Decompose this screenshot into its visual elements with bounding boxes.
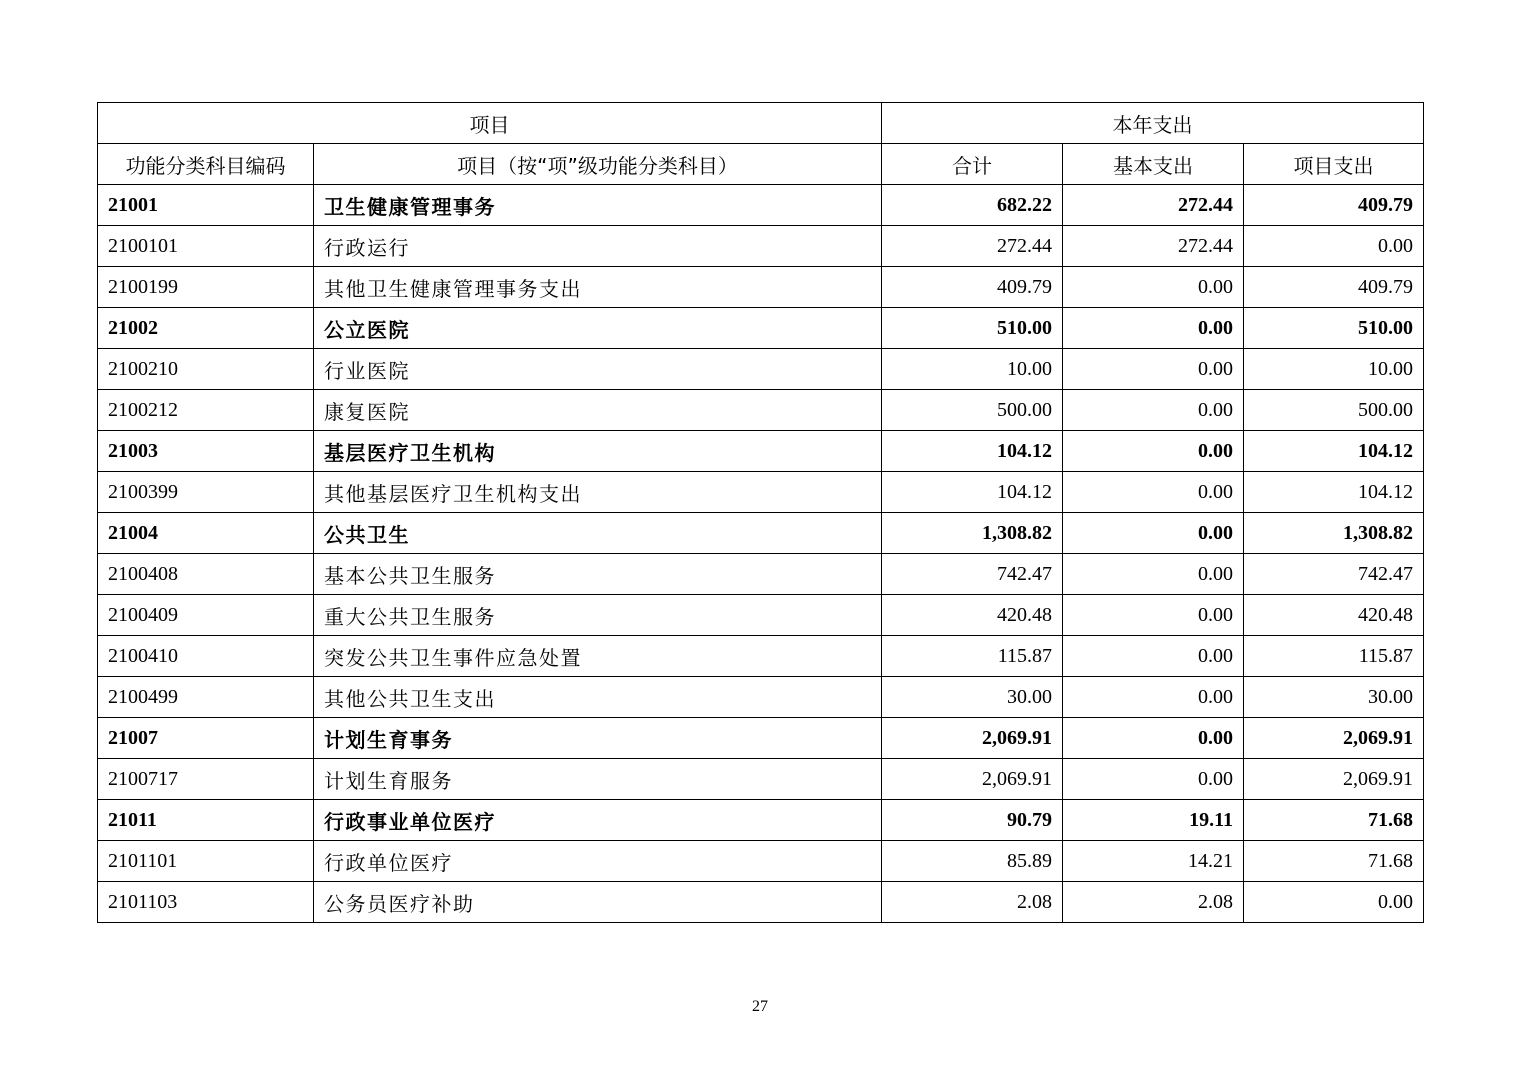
row-total: 500.00 [882,390,1063,431]
table-row [98,554,1424,595]
row-program: 30.00 [1244,677,1424,718]
row-program: 71.68 [1244,841,1424,882]
row-basic: 0.00 [1063,513,1244,554]
row-code: 2100101 [98,226,314,267]
header-basic: 基本支出 [1063,144,1244,185]
row-code: 2100199 [98,267,314,308]
row-basic: 0.00 [1063,431,1244,472]
row-total: 2,069.91 [882,759,1063,800]
row-program: 742.47 [1244,554,1424,595]
row-code: 2101103 [98,882,314,923]
row-total: 272.44 [882,226,1063,267]
row-basic: 0.00 [1063,308,1244,349]
table-row [98,841,1424,882]
row-total: 90.79 [882,800,1063,841]
table-row [98,677,1424,718]
row-basic: 0.00 [1063,267,1244,308]
row-code: 21002 [98,308,314,349]
row-program: 104.12 [1244,431,1424,472]
row-program: 420.48 [1244,595,1424,636]
table-body [98,185,1424,923]
row-basic: 0.00 [1063,595,1244,636]
table-row [98,185,1424,226]
row-program: 71.68 [1244,800,1424,841]
header-project: 项目 [98,103,882,144]
row-basic: 0.00 [1063,718,1244,759]
row-name: 突发公共卫生事件应急处置 [314,636,882,677]
row-total: 104.12 [882,472,1063,513]
row-name: 其他卫生健康管理事务支出 [314,267,882,308]
row-code: 2101101 [98,841,314,882]
row-program: 2,069.91 [1244,718,1424,759]
header-total: 合计 [882,144,1063,185]
row-name: 公立医院 [314,308,882,349]
row-program: 10.00 [1244,349,1424,390]
row-name: 计划生育服务 [314,759,882,800]
table-row [98,431,1424,472]
table-row [98,800,1424,841]
row-code: 2100409 [98,595,314,636]
row-name: 行业医院 [314,349,882,390]
row-program: 2,069.91 [1244,759,1424,800]
row-code: 21001 [98,185,314,226]
row-total: 30.00 [882,677,1063,718]
row-total: 2,069.91 [882,718,1063,759]
table-row [98,472,1424,513]
header-row-1 [98,103,1424,144]
row-total: 742.47 [882,554,1063,595]
row-name: 行政单位医疗 [314,841,882,882]
row-basic: 0.00 [1063,677,1244,718]
header-expenditure: 本年支出 [882,103,1424,144]
row-basic: 19.11 [1063,800,1244,841]
row-basic: 2.08 [1063,882,1244,923]
row-program: 1,308.82 [1244,513,1424,554]
row-code: 2100499 [98,677,314,718]
table-row [98,390,1424,431]
table-row [98,308,1424,349]
row-program: 0.00 [1244,226,1424,267]
row-total: 104.12 [882,431,1063,472]
row-total: 2.08 [882,882,1063,923]
row-name: 卫生健康管理事务 [314,185,882,226]
row-total: 85.89 [882,841,1063,882]
row-program: 409.79 [1244,185,1424,226]
row-code: 2100399 [98,472,314,513]
table-row [98,267,1424,308]
row-name: 重大公共卫生服务 [314,595,882,636]
header-row-2 [98,144,1424,185]
row-name: 基本公共卫生服务 [314,554,882,595]
row-name: 行政运行 [314,226,882,267]
row-code: 2100210 [98,349,314,390]
row-basic: 272.44 [1063,226,1244,267]
table-row [98,636,1424,677]
table-row [98,759,1424,800]
row-basic: 0.00 [1063,472,1244,513]
row-name: 康复医院 [314,390,882,431]
row-program: 409.79 [1244,267,1424,308]
table-row [98,882,1424,923]
row-total: 1,308.82 [882,513,1063,554]
row-name: 计划生育事务 [314,718,882,759]
row-code: 2100212 [98,390,314,431]
row-code: 2100410 [98,636,314,677]
row-basic: 0.00 [1063,759,1244,800]
row-basic: 0.00 [1063,636,1244,677]
row-code: 21003 [98,431,314,472]
row-program: 104.12 [1244,472,1424,513]
row-program: 115.87 [1244,636,1424,677]
row-total: 409.79 [882,267,1063,308]
row-basic: 272.44 [1063,185,1244,226]
row-name: 基层医疗卫生机构 [314,431,882,472]
row-name: 公务员医疗补助 [314,882,882,923]
row-code: 2100717 [98,759,314,800]
header-name: 项目（按“项”级功能分类科目） [314,144,882,185]
table-row [98,513,1424,554]
row-name: 其他基层医疗卫生机构支出 [314,472,882,513]
row-code: 21011 [98,800,314,841]
row-basic: 14.21 [1063,841,1244,882]
table-row [98,226,1424,267]
header-code: 功能分类科目编码 [98,144,314,185]
row-program: 500.00 [1244,390,1424,431]
row-name: 公共卫生 [314,513,882,554]
header-program: 项目支出 [1244,144,1424,185]
row-basic: 0.00 [1063,349,1244,390]
row-name: 行政事业单位医疗 [314,800,882,841]
row-total: 10.00 [882,349,1063,390]
table-row [98,595,1424,636]
table-row [98,718,1424,759]
row-code: 21007 [98,718,314,759]
row-total: 115.87 [882,636,1063,677]
row-basic: 0.00 [1063,390,1244,431]
row-total: 420.48 [882,595,1063,636]
row-name: 其他公共卫生支出 [314,677,882,718]
expenditure-table [97,102,1424,923]
table-row [98,349,1424,390]
row-total: 510.00 [882,308,1063,349]
page-number: 27 [752,998,768,1015]
row-code: 2100408 [98,554,314,595]
row-basic: 0.00 [1063,554,1244,595]
row-program: 510.00 [1244,308,1424,349]
row-code: 21004 [98,513,314,554]
row-total: 682.22 [882,185,1063,226]
row-program: 0.00 [1244,882,1424,923]
